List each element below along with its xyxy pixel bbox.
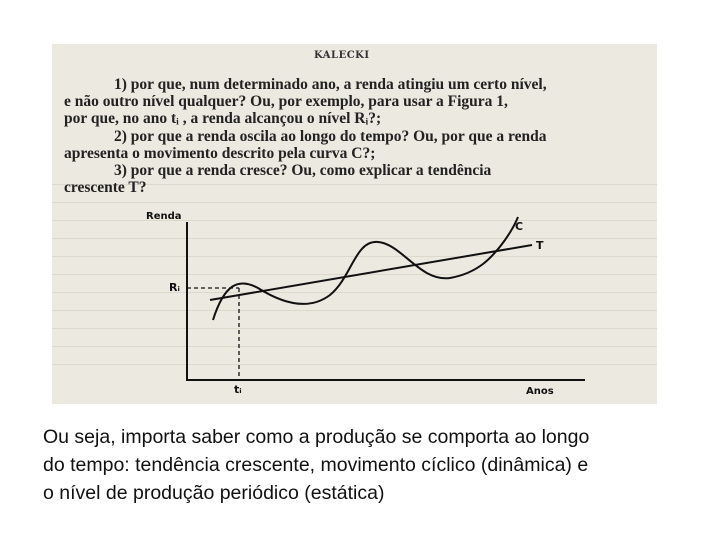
question-line: 2) por que a renda oscila ao longo do tempo? Ou, por que a renda	[114, 128, 547, 145]
question-line: por que, no ano tᵢ , a renda alcançou o nível Rᵢ?;	[64, 110, 382, 127]
caption-line: o nível de produção periódico (estática)	[43, 482, 385, 504]
trend-line	[210, 245, 532, 300]
question-line: crescente T?	[64, 179, 147, 196]
level-label: Rᵢ	[169, 281, 180, 294]
caption-line: do tempo: tendência crescente, movimento cíclico (dinâmica) e	[43, 454, 589, 476]
question-line: 3) por que a renda cresce? Ou, como explicar a tendência	[114, 162, 492, 179]
y-axis-label: Renda	[146, 211, 182, 222]
question-line: e não outro nível qualquer? Ou, por exemplo, para usar a Figura 1,	[64, 93, 508, 110]
curve-label: C	[515, 220, 524, 233]
question-line: apresenta o movimento descrito pela curva C?;	[64, 145, 376, 162]
trend-label: T	[536, 239, 544, 252]
year-label: tᵢ	[234, 383, 242, 396]
question-line: 1) por que, num determinado ano, a renda atingiu um certo nível,	[114, 76, 547, 93]
running-head: KALECKI	[314, 50, 370, 61]
caption-line: Ou seja, importa saber como a produção se comporta ao longo	[43, 426, 590, 448]
cycle-curve	[213, 217, 518, 320]
x-axis-label: Anos	[526, 386, 554, 397]
caption	[43, 423, 683, 507]
